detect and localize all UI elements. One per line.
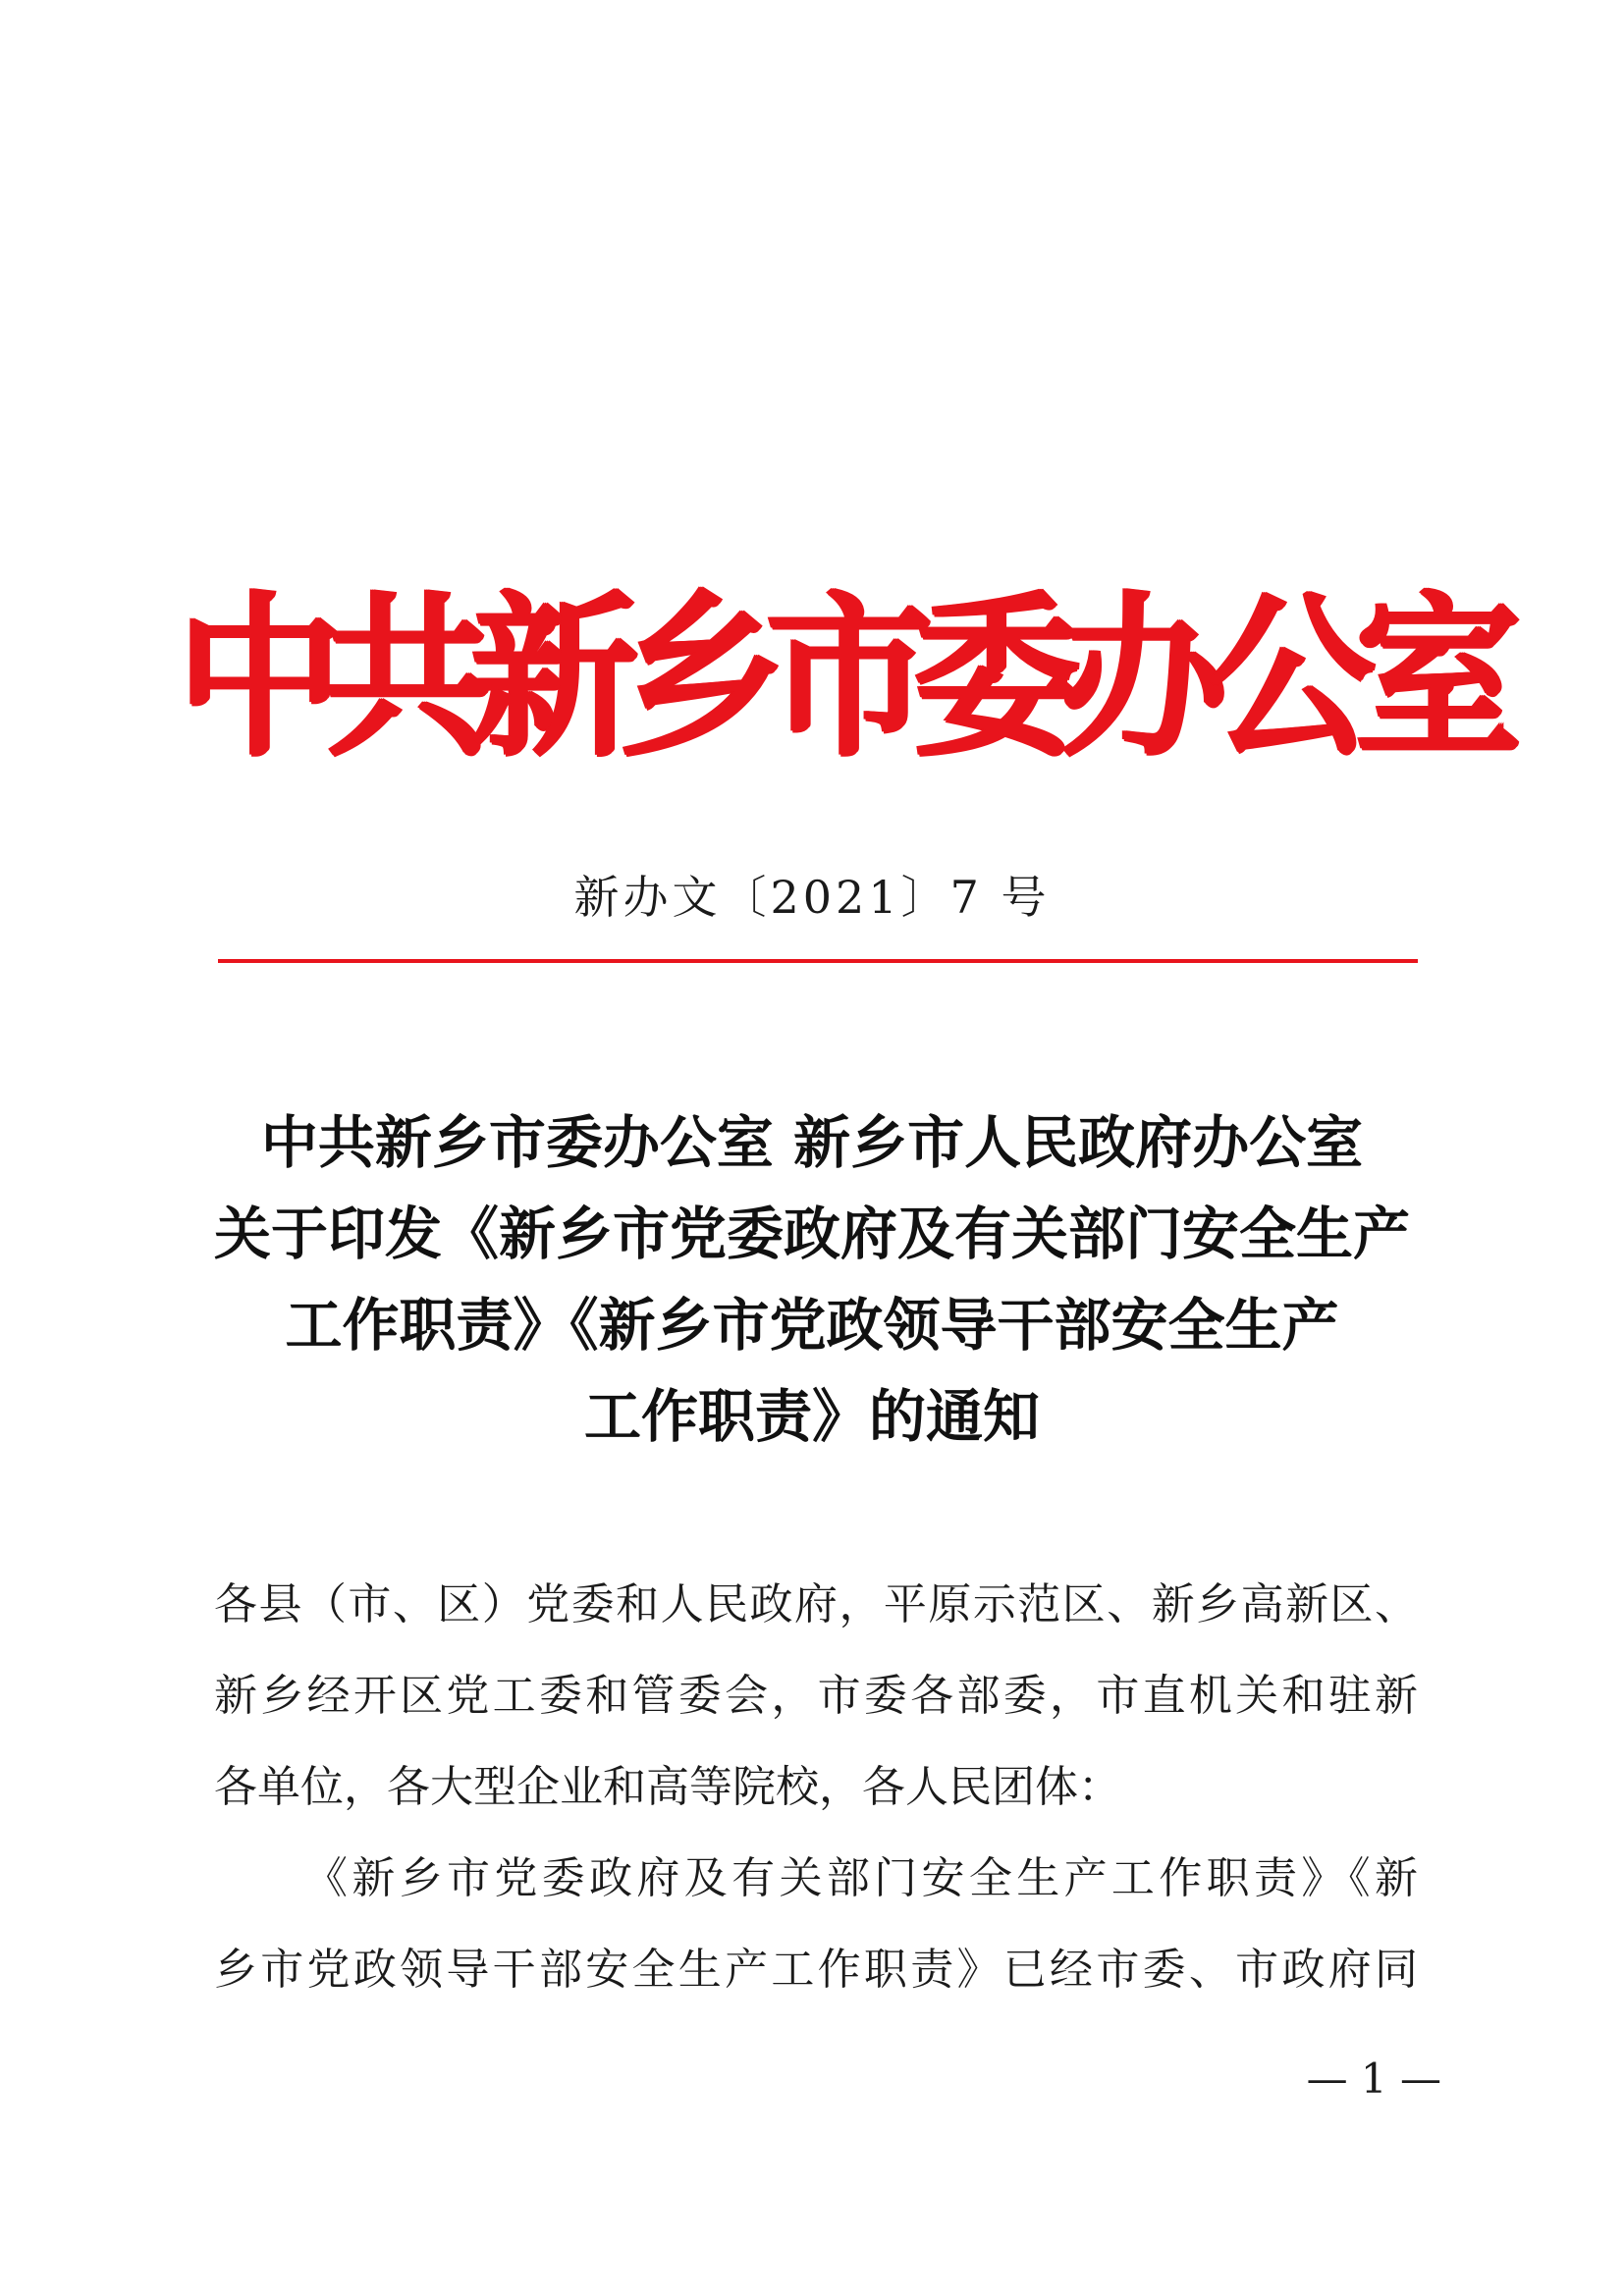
document-title: [196, 1097, 1428, 1463]
masthead-char: 市: [766, 574, 934, 780]
title-line: 关于印发《新乡市党委政府及有关部门安全生产: [213, 1201, 1410, 1267]
title-line: 中共新乡市委办公室 新乡市人民政府办公室: [260, 1109, 1364, 1176]
addressee-line: 新乡经开区党工委和管委会，市委各部委，市直机关和驻新: [214, 1671, 1418, 1721]
masthead-char: 委: [913, 574, 1081, 780]
masthead-title: [177, 574, 1523, 780]
addressee-line: 各县（市、区）党委和人民政府，平原示范区、新乡高新区、: [214, 1579, 1418, 1629]
masthead-char: 中: [177, 574, 345, 780]
document-body: [214, 1559, 1418, 2015]
addressee-line: 各单位，各大型企业和高等院校，各人民团体：: [214, 1762, 1121, 1812]
masthead-char: 公: [1208, 574, 1376, 780]
page-number: — 1 —: [1306, 2055, 1441, 2103]
document-number: 新办文〔2021〕7 号: [573, 871, 1051, 924]
paragraph-line: 《新乡市党委政府及有关部门安全生产工作职责》《新: [304, 1853, 1418, 1903]
red-divider-line: [218, 959, 1418, 963]
masthead-char: 共: [324, 574, 492, 780]
masthead-char: 乡: [619, 574, 786, 780]
title-line: 工作职责》《新乡市党政领导干部安全生产: [285, 1292, 1339, 1359]
title-line: 工作职责》的通知: [583, 1383, 1040, 1450]
masthead-char: 新: [471, 574, 639, 780]
paragraph-line: 乡市党政领导干部安全生产工作职责》已经市委、市政府同: [214, 1945, 1418, 1995]
masthead-char: 室: [1355, 574, 1523, 780]
masthead-char: 办: [1060, 574, 1228, 780]
